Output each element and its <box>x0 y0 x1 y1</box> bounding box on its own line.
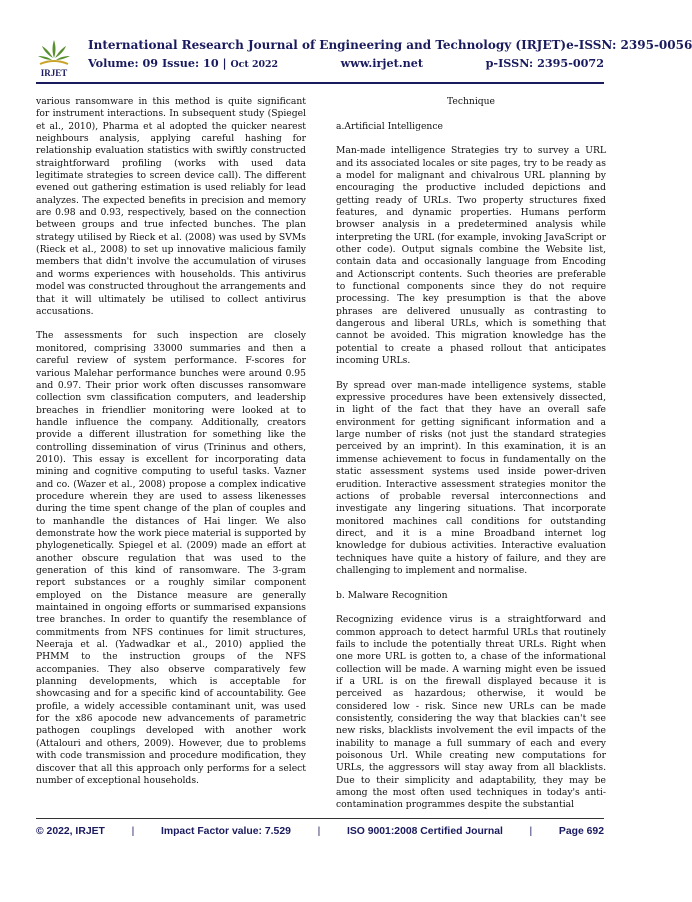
paragraph: various ransomware in this method is quite significant for instrument interactions. In subsequent study (Spiegel et al., 2010), Pharma et al adopted the quicker nearest neighbours analysis, applying careful hashing for relationship evaluation statistics with swiftly constructed straightforward profiling (works with used data legitimate strategies to screen device call). The different evened out gathering estimation is used reliably for lead analyzes. The expected benefits in precision and memory are 0.98 and 0.93, respectively, based on the connection between groups and true infected bunches. The plan strategy utilised by Rieck et al. (2008) was used by SVMs (Rieck et al., 2008) to set up innovative malicious family members that didn't involve the accumulation of viruses and worms experiences with households. This antivirus model was constructed throughout the arrangements and that it will ultimately be utilised to collect antivirus accusations. <box>36 96 306 317</box>
section-heading: Technique <box>446 96 495 107</box>
paragraph: Man-made intelligence Strategies try to survey a URL and its associated locales or site pages, try to be ready as a model for malignant and chivalrous URL planning by encouraging the productive included depictions and getting ready of URLs. Two property structures fixed features, and dynamic properties. Humans perform browser analysis in a predetermined analysis while interpreting the URL (for example, invoking JavaScript or other code). Output signals combine the Website list, contain data and occasionally language from Encoding and Actionscript contents. Such theories are preferable to functional components since they do not require processing. The key presumption is that the above phrases are delivered unusually as contrasting to dangerous and liberal URLs, which is something that cannot be avoided. This migration knowledge has the potential to create a phased rollout that anticipates incoming URLs. <box>336 145 606 367</box>
p-issn: p-ISSN: 2395-0072 <box>485 56 604 70</box>
right-column <box>336 96 606 812</box>
e-issn: e-ISSN: 2395-0056 <box>566 38 692 52</box>
iso-certification: ISO 9001:2008 Certified Journal <box>346 826 503 837</box>
irjet-logo <box>36 36 72 80</box>
page-header <box>36 36 692 80</box>
header-divider <box>36 82 604 84</box>
footer-separator: | <box>317 826 321 837</box>
footer-separator: | <box>131 826 135 837</box>
logo-text: IRJET <box>40 68 68 78</box>
footer-divider <box>36 818 604 819</box>
page-footer <box>36 826 604 837</box>
issue-date: Oct 2022 <box>230 59 279 70</box>
impact-factor: Impact Factor value: 7.529 <box>160 826 291 837</box>
footer-separator: | <box>529 826 533 837</box>
volume-issue: Volume: 09 Issue: 10 | <box>88 56 227 70</box>
subsection-heading: a.Artificial Intelligence <box>336 120 443 132</box>
subsection-heading: b. Malware Recognition <box>336 589 448 601</box>
left-column <box>36 96 306 787</box>
journal-url[interactable]: www.irjet.net <box>340 56 424 70</box>
page-number: Page 692 <box>558 826 604 837</box>
copyright: © 2022, IRJET <box>36 826 105 837</box>
paragraph: Recognizing evidence virus is a straightforward and common approach to detect harmful URLs that routinely fails to include the potentially threat URLs. Right when one more URL is gotten to, a chase of the informational collection will be made. A warning might even be issued if a URL is on the firewall displayed because it is perceived as hazardous; otherwise, it would be considered low - risk. Since new URLs can be made consistently, considering the way that blackies can't see new risks, blacklists involvement the evil impacts of the inability to manage a full summary of each and every poisonous Url. While creating new computations for URLs, the aggressors will stay away from all blacklists. Due to their simplicity and adaptability, they may be among the most often used techniques in today's anti-contamination programmes despite the substantial <box>336 614 606 811</box>
paragraph: By spread over man-made intelligence systems, stable expressive procedures have been extensively dissected, in light of the fact that they have an overall safe environment for getting significant information and a large number of risks (not just the standard strategies perceived by an imprint). In this examination, it is an immense achievement to focus in fundamentally on the static assessment systems used inside power-driven erudition. Interactive assessment strategies monitor the actions of probable reversal interconnections and investigate any lingering situations. That incorporate monitored machines call conditions for outstanding direct, and it is a mine Broadband internet log knowledge for dubious activities. Interactive evaluation techniques have quite a history of failure, and they are challenging to implement and normalise. <box>336 379 606 576</box>
paragraph: The assessments for such inspection are closely monitored, comprising 33000 summaries and then a careful review of system performance. F-scores for various Malehar performance bunches were around 0.95 and 0.97. Their prior work often discusses ransomware collection svm classification computers, and leadership breaches in friendlier monitoring were looked at to handle influence the company. Additionally, creators provide a different illustration for something like the controlling dissemination of virus (Trininus and others, 2010). This essay is excellent for incorporating data mining and cognitive computing to useful tasks. Vazner and co. (Wazer et al., 2008) propose a complex indicative procedure wherein they are used to assess likenesses during the time spent change of the plan of couples and to manhandle the distances of Hai linger. We also demonstrate how the work piece material is supported by phylogenetically. Spiegel et al. (2009) made an effort at another obscure regulation that was used to the generation of this kind of ransomware. The 3-gram report substances or a roughly similar component employed on the Distance measure are generally maintained in ongoing efforts or summarised expansions tree branches. In order to quantify the resemblance of commitments from NFS continues for limit structures, Neeraja et al. (Yadwadkar et al., 2010) applied the PHMM to the instruction groups of the NFS accompanies. They also observe comparatively few planning developments, which is acceptable for showcasing and for a specific kind of accountability. Gee profile, a widely accessible contaminant unit, was used for the x86 apocode new advancements of parametric pathogen couplings developed with another work (Attalouri and others, 2009). However, due to problems with code transmission and procedure modification, they discover that all this approach only performs for a select number of exceptional households. <box>36 330 306 786</box>
journal-title: International Research Journal of Engineering and Technology (IRJET) <box>88 38 567 52</box>
